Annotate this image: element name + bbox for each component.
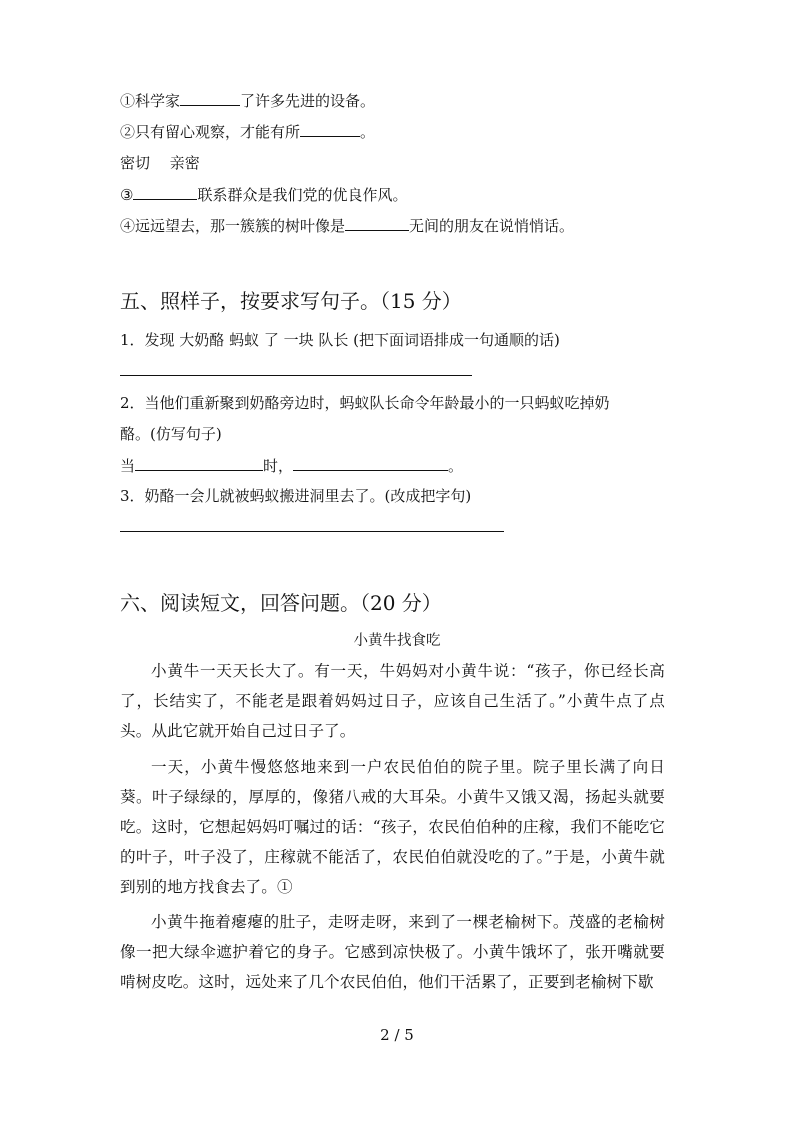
sentence-1-post: 了许多先进的设备。 [240,92,376,110]
sentence-2-post: 。 [360,123,376,141]
paragraph-3: 小黄牛拖着瘪瘪的肚子，走呀走呀，来到了一棵老榆树下。茂盛的老榆树像一把大绿伞遮护着它的身子。它感到凉快极了。小黄牛饿坏了，张开嘴就要啃树皮吃。这时，远处来了几个农民伯伯，他们干活累了，正要到老榆树下歇 [120,913,665,991]
story-title: 小黄牛找食吃 [353,633,441,649]
section-5-heading: 五、照样子，按要求写句子。（15 分） [120,289,462,313]
fill-post: 。 [448,457,464,475]
paragraph-1: 小黄牛一天天长大了。有一天，牛妈妈对小黄牛说：“孩子，你已经长高了，长结实了，不能老是跟着妈妈过日子，应该自己生活了。”小黄牛点了点头。从此它就开始自己过日子了。 [120,662,665,740]
answer-blank-6[interactable] [293,455,448,471]
sentence-3-post: 联系群众是我们党的优良作风。 [197,186,408,204]
sentence-4-pre: ④远远望去，那一簇簇的树叶像是 [120,217,346,235]
sentence-1 [120,90,375,111]
fill-mid: 时， [263,457,294,475]
sentence-4 [120,215,574,236]
question-2-line-1: 2．当他们重新聚到奶酪旁边时，蚂蚁队长命令年龄最小的一只蚂蚁吃掉奶 [120,394,610,412]
answer-blank-2[interactable] [300,121,360,137]
question-2-fill [120,455,463,476]
answer-blank-5[interactable] [135,455,263,471]
answer-line-3[interactable] [120,531,504,532]
sentence-4-post: 无间的朋友在说悄悄话。 [409,217,575,235]
section-6-heading: 六、阅读短文，回答问题。（20 分） [120,591,442,615]
answer-blank-4[interactable] [345,215,409,231]
sentence-1-pre: ①科学家 [120,92,181,110]
sentence-2 [120,121,375,142]
sentence-3-pre: ③ [120,186,134,204]
answer-blank-3[interactable] [133,184,197,200]
answer-line-1[interactable] [120,375,472,376]
answer-blank-1[interactable] [180,90,240,106]
fill-pre: 当 [120,457,136,475]
sentence-3 [120,184,407,205]
paragraph-2: 一天，小黄牛慢悠悠地来到一户农民伯伯的院子里。院子里长满了向日葵。叶子绿绿的，厚厚的，像猪八戒的大耳朵。小黄牛又饿又渴，扬起头就要吃。这时，它想起妈妈叮嘱过的话：“孩子，农民伯伯种的庄稼，我们不能吃它的叶子，叶子没了，庄稼就不能活了，农民伯伯就没吃的了。”于是，小黄牛就到别的地方找食去了。① [120,758,665,896]
sentence-2-pre: ②只有留心观察，才能有所 [120,123,301,141]
question-2-line-2: 酪。(仿写句子) [120,425,222,443]
question-1: 1．发现 大奶酪 蚂蚁 了 一块 队长 (把下面词语排成一句通顺的话) [120,331,560,349]
page-number: 2 / 5 [380,1026,414,1044]
question-3: 3．奶酪一会儿就被蚂蚁搬进洞里去了。(改成把字句) [120,487,472,505]
word-choices: 密切 亲密 [120,154,200,172]
